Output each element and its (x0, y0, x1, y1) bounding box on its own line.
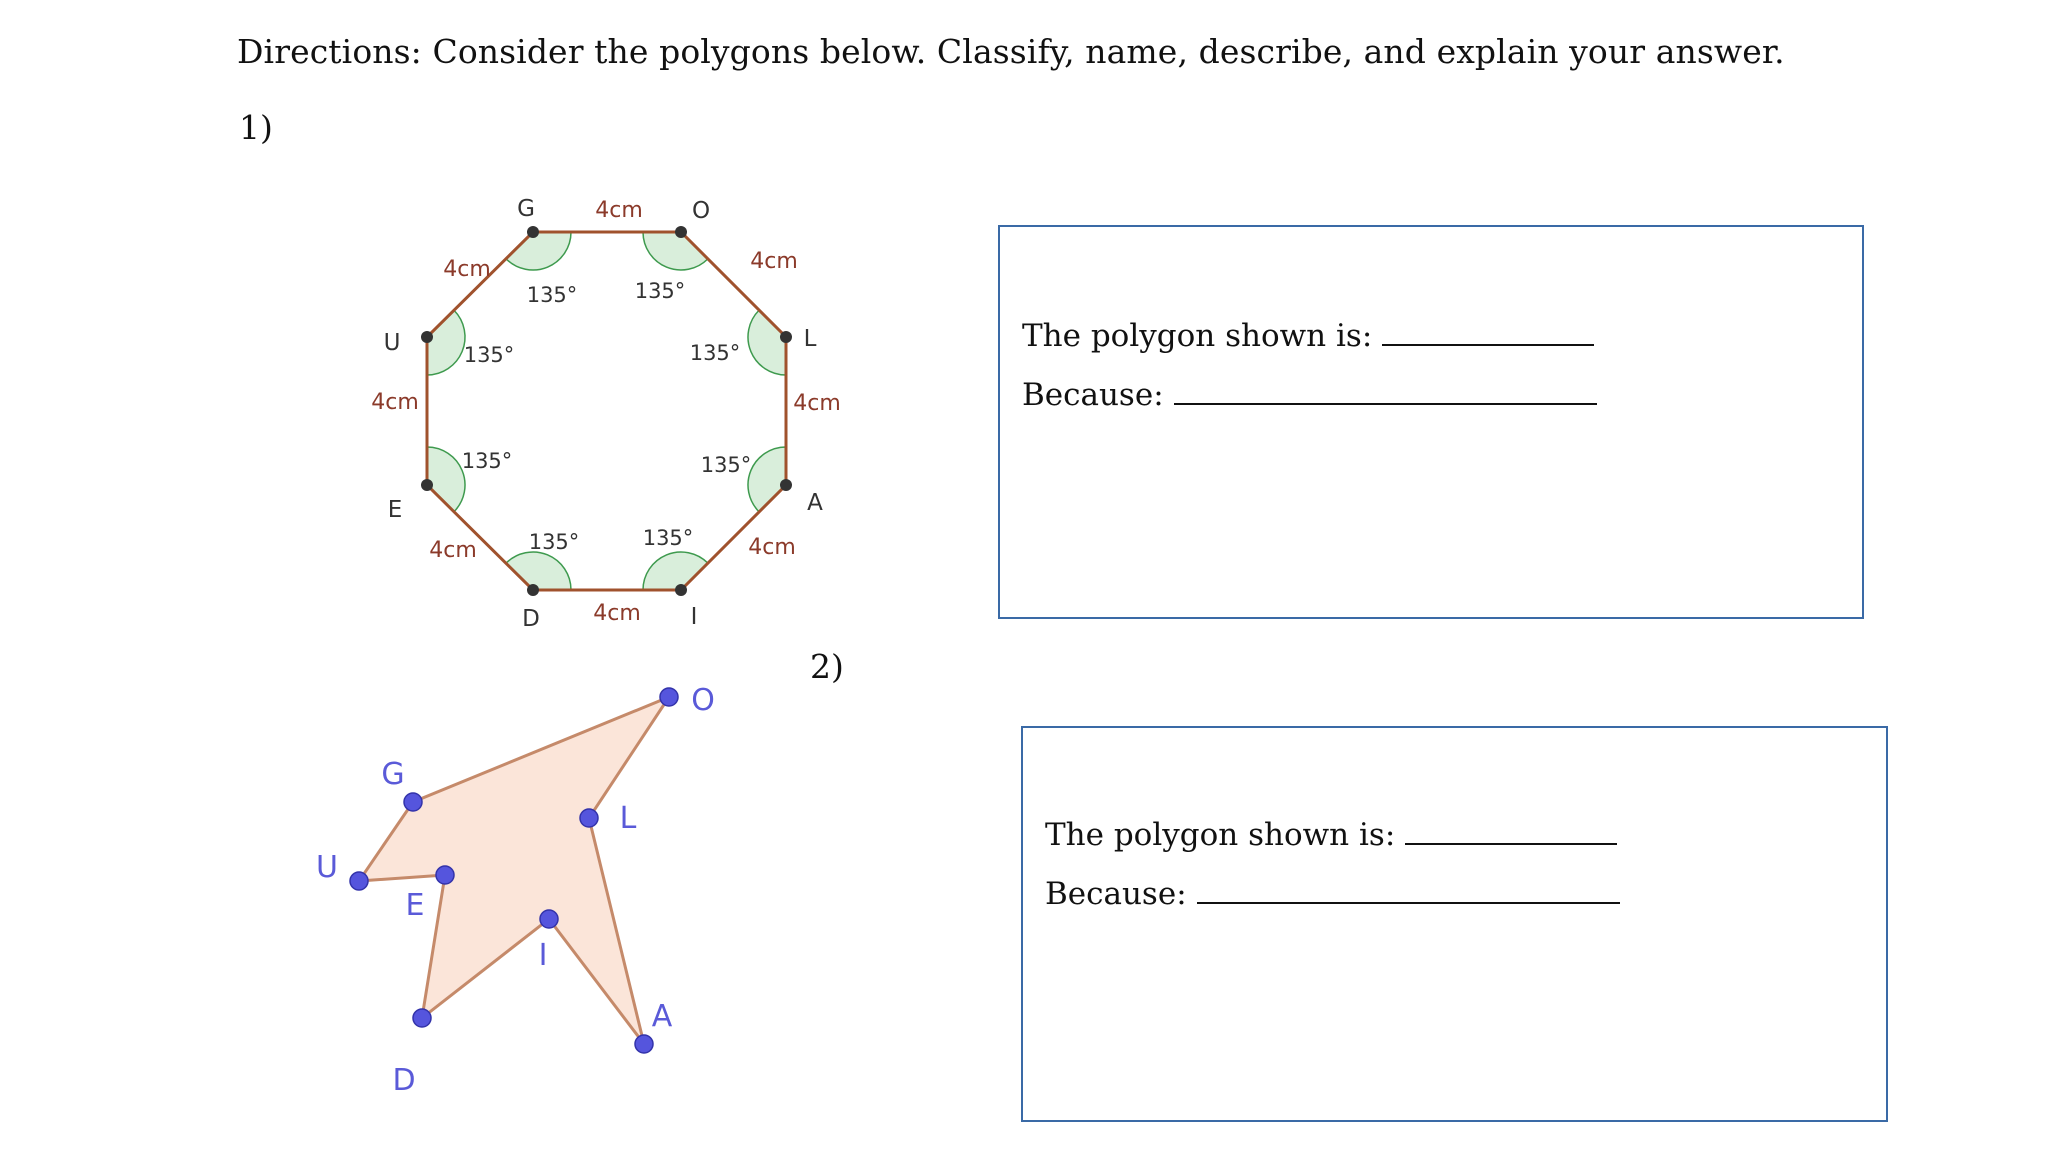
octagon-vertex-G (527, 226, 539, 238)
answer-2-line1 (1045, 817, 1617, 853)
concave-vertex-label-O: O (691, 683, 715, 718)
octagon-vertex-label-O: O (691, 198, 711, 224)
concave-vertex-A (635, 1035, 653, 1053)
octagon-side-label-LA: 4cm (793, 391, 841, 416)
octagon-vertex-label-A: A (807, 490, 823, 516)
answer-1-line2 (1022, 377, 1597, 413)
octagon-angle-label-U: 135° (463, 343, 515, 367)
concave-vertex-label-A: A (651, 999, 673, 1034)
concave-vertex-I (540, 910, 558, 928)
octagon-vertex-I (675, 584, 687, 596)
octagon-vertex-L (780, 331, 792, 343)
answer-1-because-label: Because: (1022, 377, 1164, 413)
answer-1-polygon-label: The polygon shown is: (1022, 318, 1373, 354)
octagon-vertex-label-U: U (383, 330, 401, 356)
concave-vertex-L (580, 809, 598, 827)
octagon-angle-label-I: 135° (642, 526, 694, 550)
octagon-vertex-E (421, 479, 433, 491)
concave-vertex-label-G: G (381, 757, 405, 792)
octagon-vertex-label-L: L (803, 326, 817, 352)
octagon-side-label-DE: 4cm (429, 538, 477, 563)
answer-2-polygon-blank[interactable] (1405, 842, 1617, 845)
octagon-vertex-label-E: E (387, 497, 403, 523)
octagon-angle-label-L: 135° (689, 341, 741, 365)
octagon-angle-label-D: 135° (528, 530, 580, 554)
concave-vertex-label-L: L (619, 801, 637, 836)
octagon-vertex-U (421, 331, 433, 343)
octagon-vertex-label-I: I (690, 604, 698, 630)
octagon-vertex-label-G: G (517, 196, 535, 222)
concave-vertex-U (350, 872, 368, 890)
octagon-side-label-AI: 4cm (748, 535, 796, 560)
answer-box-2 (1021, 726, 1888, 1122)
answer-box-1 (998, 225, 1864, 619)
octagon-side-label-GO: 4cm (595, 198, 643, 223)
octagon-vertex-D (527, 584, 539, 596)
problem-1-number: 1) (239, 108, 273, 147)
concave-polygon (316, 683, 715, 1098)
concave-vertex-G (404, 793, 422, 811)
answer-2-because-label: Because: (1045, 876, 1187, 912)
concave-vertex-O (660, 688, 678, 706)
answer-2-line2 (1045, 876, 1620, 912)
problem-2-number: 2) (810, 647, 844, 686)
answer-1-polygon-blank[interactable] (1382, 343, 1594, 346)
octagon-side-label-EU: 4cm (371, 390, 419, 415)
concave-vertex-label-U: U (316, 850, 338, 885)
octagon-side-label-OL: 4cm (750, 249, 798, 274)
concave-vertex-E (436, 866, 454, 884)
answer-1-line1 (1022, 318, 1594, 354)
answer-1-because-blank[interactable] (1174, 402, 1597, 405)
directions-text: Directions: Consider the polygons below. Classify, name, describe, and explain your answer. (237, 32, 1785, 71)
concave-vertex-label-D: D (392, 1063, 416, 1098)
octagon-outline (427, 232, 786, 590)
octagon-side-label-UG: 4cm (443, 257, 491, 282)
concave-vertex-label-I: I (538, 938, 548, 973)
octagon-angle-label-O: 135° (634, 279, 686, 303)
octagon-angle-label-A: 135° (700, 453, 752, 477)
concave-vertex-D (413, 1009, 431, 1027)
octagon-angle-label-E: 135° (461, 449, 513, 473)
regular-octagon (371, 196, 841, 632)
octagon-side-label-ID: 4cm (593, 601, 641, 626)
concave-polygon-outline (359, 697, 669, 1044)
octagon-vertex-label-D: D (522, 606, 540, 632)
octagon-vertex-O (675, 226, 687, 238)
octagon-vertex-A (780, 479, 792, 491)
octagon-angle-label-G: 135° (526, 283, 578, 307)
concave-vertex-label-E: E (405, 888, 425, 923)
answer-2-because-blank[interactable] (1197, 901, 1620, 904)
answer-2-polygon-label: The polygon shown is: (1045, 817, 1396, 853)
